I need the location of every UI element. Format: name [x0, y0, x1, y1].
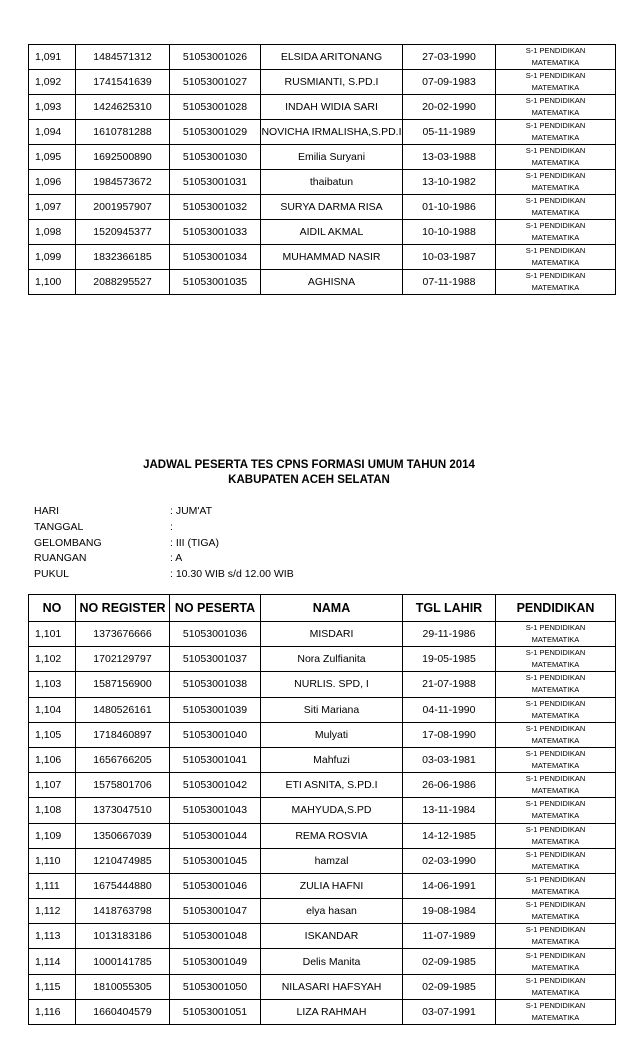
previous-page-table-body [29, 45, 616, 295]
table-row [29, 170, 616, 195]
cell-participant-number: 51053001040 [170, 722, 261, 747]
cell-education [496, 95, 616, 120]
education-line-2: MATEMATIKA [531, 1012, 580, 1022]
cell-participant-number: 51053001051 [170, 999, 261, 1024]
cell-name: thaibatun [261, 170, 403, 195]
cell-participant-number: 51053001030 [170, 145, 261, 170]
cell-no: 1,103 [29, 672, 76, 697]
info-value: : 10.30 WIB s/d 12.00 WIB [170, 568, 294, 581]
cell-education [496, 220, 616, 245]
participant-table-body [29, 622, 616, 1025]
cell-name: AGHISNA [261, 270, 403, 295]
cell-name: ZULIA HAFNI [261, 873, 403, 898]
education-line-1: S-1 PENDIDIKAN [525, 874, 586, 884]
table-row [29, 145, 616, 170]
cell-birth-date: 14-12-1985 [403, 823, 496, 848]
cell-name: Nora Zulfianita [261, 647, 403, 672]
table-row [29, 974, 616, 999]
education-line-1: S-1 PENDIDIKAN [525, 246, 586, 255]
cell-name: Mulyati [261, 722, 403, 747]
table-row [29, 798, 616, 823]
cell-participant-number: 51053001032 [170, 195, 261, 220]
cell-birth-date: 10-03-1987 [403, 245, 496, 270]
table-row [29, 245, 616, 270]
document-subtitle: KABUPATEN ACEH SELATAN [228, 474, 390, 486]
cell-no: 1,099 [29, 245, 76, 270]
cell-no: 1,113 [29, 924, 76, 949]
education-line-2: MATEMATIKA [531, 836, 580, 846]
cell-education [496, 747, 616, 772]
info-value: : A [170, 552, 183, 565]
cell-education [496, 848, 616, 873]
education-line-2: MATEMATIKA [531, 761, 580, 771]
education-line-2: MATEMATIKA [531, 133, 580, 142]
cell-birth-date: 01-10-1986 [403, 195, 496, 220]
education-line-1: S-1 PENDIDIKAN [525, 900, 586, 910]
education-line-1: S-1 PENDIDIKAN [525, 749, 586, 759]
cell-education [496, 120, 616, 145]
education-line-1: S-1 PENDIDIKAN [525, 723, 586, 733]
cell-name: REMA ROSVIA [261, 823, 403, 848]
table-row [29, 220, 616, 245]
cell-birth-date: 19-05-1985 [403, 647, 496, 672]
cell-education [496, 195, 616, 220]
education-line-1: S-1 PENDIDIKAN [525, 623, 586, 633]
column-header-register: NO REGISTER [76, 595, 170, 622]
table-row [29, 924, 616, 949]
education-line-1: S-1 PENDIDIKAN [525, 774, 586, 784]
cell-birth-date: 11-07-1989 [403, 924, 496, 949]
cell-birth-date: 13-03-1988 [403, 145, 496, 170]
education-line-1: S-1 PENDIDIKAN [525, 171, 586, 180]
cell-education [496, 647, 616, 672]
cell-education [496, 773, 616, 798]
cell-register: 1575801706 [76, 773, 170, 798]
table-row [29, 949, 616, 974]
education-line-2: MATEMATIKA [531, 233, 580, 242]
cell-register: 1350667039 [76, 823, 170, 848]
cell-birth-date: 02-03-1990 [403, 848, 496, 873]
cell-birth-date: 07-09-1983 [403, 70, 496, 95]
cell-name: INDAH WIDIA SARI [261, 95, 403, 120]
cell-education [496, 170, 616, 195]
cell-register: 2001957907 [76, 195, 170, 220]
cell-no: 1,104 [29, 697, 76, 722]
cell-register: 1000141785 [76, 949, 170, 974]
cell-name: NILASARI HAFSYAH [261, 974, 403, 999]
cell-register: 1692500890 [76, 145, 170, 170]
cell-register: 1702129797 [76, 647, 170, 672]
cell-name: hamzal [261, 848, 403, 873]
cell-participant-number: 51053001031 [170, 170, 261, 195]
cell-participant-number: 51053001026 [170, 45, 261, 70]
education-line-1: S-1 PENDIDIKAN [525, 146, 586, 155]
table-row [29, 70, 616, 95]
education-line-1: S-1 PENDIDIKAN [525, 121, 586, 130]
column-header-no: NO [29, 595, 76, 622]
cell-name: Emilia Suryani [261, 145, 403, 170]
education-line-1: S-1 PENDIDIKAN [525, 1000, 586, 1010]
cell-birth-date: 07-11-1988 [403, 270, 496, 295]
education-line-2: MATEMATIKA [531, 912, 580, 922]
cell-name: MUHAMMAD NASIR [261, 245, 403, 270]
cell-education [496, 798, 616, 823]
cell-birth-date: 03-03-1981 [403, 747, 496, 772]
cell-no: 1,106 [29, 747, 76, 772]
column-header-participant-number: NO PESERTA [170, 595, 261, 622]
participant-table-header [29, 595, 616, 622]
cell-no: 1,112 [29, 899, 76, 924]
cell-register: 1373676666 [76, 622, 170, 647]
cell-participant-number: 51053001046 [170, 873, 261, 898]
cell-name: MAHYUDA,S.PD [261, 798, 403, 823]
cell-register: 1484571312 [76, 45, 170, 70]
table-row [29, 120, 616, 145]
cell-no: 1,091 [29, 45, 76, 70]
education-line-1: S-1 PENDIDIKAN [525, 271, 586, 280]
cell-register: 1832366185 [76, 245, 170, 270]
table-row [29, 873, 616, 898]
cell-name: Siti Mariana [261, 697, 403, 722]
cell-no: 1,111 [29, 873, 76, 898]
cell-education [496, 974, 616, 999]
cell-register: 1520945377 [76, 220, 170, 245]
cell-name: SURYA DARMA RISA [261, 195, 403, 220]
education-line-2: MATEMATIKA [531, 735, 580, 745]
cell-education [496, 924, 616, 949]
cell-participant-number: 51053001044 [170, 823, 261, 848]
cell-no: 1,114 [29, 949, 76, 974]
cell-register: 1373047510 [76, 798, 170, 823]
education-line-2: MATEMATIKA [531, 83, 580, 92]
cell-register: 2088295527 [76, 270, 170, 295]
cell-education [496, 899, 616, 924]
info-label: PUKUL [34, 568, 70, 581]
table-row [29, 647, 616, 672]
table-row [29, 95, 616, 120]
education-line-1: S-1 PENDIDIKAN [525, 221, 586, 230]
education-line-2: MATEMATIKA [531, 786, 580, 796]
education-line-1: S-1 PENDIDIKAN [525, 71, 586, 80]
cell-register: 1984573672 [76, 170, 170, 195]
education-line-2: MATEMATIKA [531, 886, 580, 896]
cell-no: 1,098 [29, 220, 76, 245]
table-row [29, 697, 616, 722]
cell-no: 1,115 [29, 974, 76, 999]
cell-birth-date: 21-07-1988 [403, 672, 496, 697]
cell-education [496, 270, 616, 295]
education-line-2: MATEMATIKA [531, 811, 580, 821]
cell-no: 1,108 [29, 798, 76, 823]
cell-education [496, 622, 616, 647]
table-row [29, 747, 616, 772]
column-header-birth-date: TGL LAHIR [403, 595, 496, 622]
cell-birth-date: 26-06-1986 [403, 773, 496, 798]
cell-birth-date: 13-11-1984 [403, 798, 496, 823]
info-label: HARI [34, 505, 60, 517]
cell-education [496, 70, 616, 95]
education-line-1: S-1 PENDIDIKAN [525, 698, 586, 708]
cell-register: 1210474985 [76, 848, 170, 873]
cell-education [496, 697, 616, 722]
cell-register: 1587156900 [76, 672, 170, 697]
cell-register: 1675444880 [76, 873, 170, 898]
cell-education [496, 145, 616, 170]
cell-education [496, 999, 616, 1024]
table-row [29, 722, 616, 747]
cell-participant-number: 51053001037 [170, 647, 261, 672]
cell-name: ISKANDAR [261, 924, 403, 949]
info-value: : [170, 520, 173, 533]
cell-name: elya hasan [261, 899, 403, 924]
education-line-2: MATEMATIKA [531, 183, 580, 192]
cell-name: AIDIL AKMAL [261, 220, 403, 245]
education-line-2: MATEMATIKA [531, 710, 580, 720]
education-line-1: S-1 PENDIDIKAN [525, 849, 586, 859]
cell-no: 1,107 [29, 773, 76, 798]
cell-education [496, 949, 616, 974]
cell-participant-number: 51053001035 [170, 270, 261, 295]
table-row [29, 899, 616, 924]
cell-participant-number: 51053001047 [170, 899, 261, 924]
cell-no: 1,100 [29, 270, 76, 295]
cell-register: 1741541639 [76, 70, 170, 95]
education-line-2: MATEMATIKA [531, 962, 580, 972]
cell-name: NOVICHA IRMALISHA,S.PD.I [261, 120, 403, 145]
cell-no: 1,110 [29, 848, 76, 873]
education-line-1: S-1 PENDIDIKAN [525, 673, 586, 683]
education-line-1: S-1 PENDIDIKAN [525, 824, 586, 834]
cell-no: 1,094 [29, 120, 76, 145]
cell-participant-number: 51053001049 [170, 949, 261, 974]
cell-participant-number: 51053001029 [170, 120, 261, 145]
cell-register: 1424625310 [76, 95, 170, 120]
cell-participant-number: 51053001048 [170, 924, 261, 949]
education-line-2: MATEMATIKA [531, 660, 580, 670]
cell-education [496, 245, 616, 270]
info-label: TANGGAL [34, 520, 84, 533]
education-line-2: MATEMATIKA [531, 685, 580, 695]
cell-participant-number: 51053001041 [170, 747, 261, 772]
info-label: RUANGAN [34, 552, 87, 565]
table-row [29, 848, 616, 873]
cell-education [496, 672, 616, 697]
cell-birth-date: 27-03-1990 [403, 45, 496, 70]
cell-birth-date: 03-07-1991 [403, 999, 496, 1024]
cell-participant-number: 51053001034 [170, 245, 261, 270]
info-value: : III (TIGA) [170, 536, 219, 549]
education-line-1: S-1 PENDIDIKAN [525, 46, 586, 55]
previous-page-table [28, 44, 616, 295]
cell-birth-date: 02-09-1985 [403, 974, 496, 999]
education-line-2: MATEMATIKA [531, 258, 580, 267]
cell-birth-date: 05-11-1989 [403, 120, 496, 145]
cell-name: Mahfuzi [261, 747, 403, 772]
cell-register: 1418763798 [76, 899, 170, 924]
education-line-1: S-1 PENDIDIKAN [525, 975, 586, 985]
cell-register: 1810055305 [76, 974, 170, 999]
education-line-1: S-1 PENDIDIKAN [525, 648, 586, 658]
cell-participant-number: 51053001039 [170, 697, 261, 722]
column-header-name: NAMA [261, 595, 403, 622]
cell-name: NURLIS. SPD, I [261, 672, 403, 697]
cell-no: 1,095 [29, 145, 76, 170]
education-line-1: S-1 PENDIDIKAN [525, 799, 586, 809]
cell-participant-number: 51053001028 [170, 95, 261, 120]
cell-register: 1480526161 [76, 697, 170, 722]
education-line-2: MATEMATIKA [531, 937, 580, 947]
table-row [29, 999, 616, 1024]
column-header-education: PENDIDIKAN [496, 595, 616, 622]
cell-participant-number: 51053001043 [170, 798, 261, 823]
info-value: : JUM'AT [170, 505, 213, 517]
cell-name: ETI ASNITA, S.PD.I [261, 773, 403, 798]
cell-register: 1013183186 [76, 924, 170, 949]
table-row [29, 45, 616, 70]
cell-participant-number: 51053001027 [170, 70, 261, 95]
table-row [29, 823, 616, 848]
cell-participant-number: 51053001042 [170, 773, 261, 798]
info-label: GELOMBANG [34, 536, 102, 549]
education-line-1: S-1 PENDIDIKAN [525, 196, 586, 205]
cell-birth-date: 13-10-1982 [403, 170, 496, 195]
cell-no: 1,102 [29, 647, 76, 672]
cell-participant-number: 51053001050 [170, 974, 261, 999]
cell-register: 1656766205 [76, 747, 170, 772]
cell-birth-date: 02-09-1985 [403, 949, 496, 974]
table-row [29, 672, 616, 697]
cell-register: 1610781288 [76, 120, 170, 145]
cell-no: 1,105 [29, 722, 76, 747]
cell-participant-number: 51053001038 [170, 672, 261, 697]
education-line-1: S-1 PENDIDIKAN [525, 950, 586, 960]
cell-no: 1,109 [29, 823, 76, 848]
education-line-2: MATEMATIKA [531, 108, 580, 117]
education-line-2: MATEMATIKA [531, 208, 580, 217]
education-line-2: MATEMATIKA [531, 861, 580, 871]
cell-name: MISDARI [261, 622, 403, 647]
cell-education [496, 823, 616, 848]
cell-education [496, 873, 616, 898]
cell-birth-date: 29-11-1986 [403, 622, 496, 647]
table-row [29, 622, 616, 647]
cell-name: Delis Manita [261, 949, 403, 974]
education-line-2: MATEMATIKA [531, 158, 580, 167]
table-row [29, 773, 616, 798]
cell-no: 1,116 [29, 999, 76, 1024]
cell-register: 1718460897 [76, 722, 170, 747]
cell-participant-number: 51053001036 [170, 622, 261, 647]
cell-no: 1,093 [29, 95, 76, 120]
cell-birth-date: 04-11-1990 [403, 697, 496, 722]
cell-education [496, 722, 616, 747]
education-line-2: MATEMATIKA [531, 58, 580, 67]
education-line-2: MATEMATIKA [531, 283, 580, 292]
participant-table [28, 594, 616, 1025]
cell-no: 1,092 [29, 70, 76, 95]
table-row [29, 270, 616, 295]
cell-birth-date: 17-08-1990 [403, 722, 496, 747]
table-row [29, 195, 616, 220]
cell-participant-number: 51053001045 [170, 848, 261, 873]
cell-name: ELSIDA ARITONANG [261, 45, 403, 70]
cell-no: 1,096 [29, 170, 76, 195]
cell-name: RUSMIANTI, S.PD.I [261, 70, 403, 95]
education-line-1: S-1 PENDIDIKAN [525, 96, 586, 105]
cell-education [496, 45, 616, 70]
cell-birth-date: 19-08-1984 [403, 899, 496, 924]
education-line-2: MATEMATIKA [531, 987, 580, 997]
cell-participant-number: 51053001033 [170, 220, 261, 245]
cell-name: LIZA RAHMAH [261, 999, 403, 1024]
cell-birth-date: 20-02-1990 [403, 95, 496, 120]
document-title: JADWAL PESERTA TES CPNS FORMASI UMUM TAHUN 2014 [143, 459, 475, 471]
education-line-1: S-1 PENDIDIKAN [525, 925, 586, 935]
cell-birth-date: 14-06-1991 [403, 873, 496, 898]
cell-register: 1660404579 [76, 999, 170, 1024]
cell-no: 1,097 [29, 195, 76, 220]
cell-birth-date: 10-10-1988 [403, 220, 496, 245]
education-line-2: MATEMATIKA [531, 635, 580, 645]
cell-no: 1,101 [29, 622, 76, 647]
